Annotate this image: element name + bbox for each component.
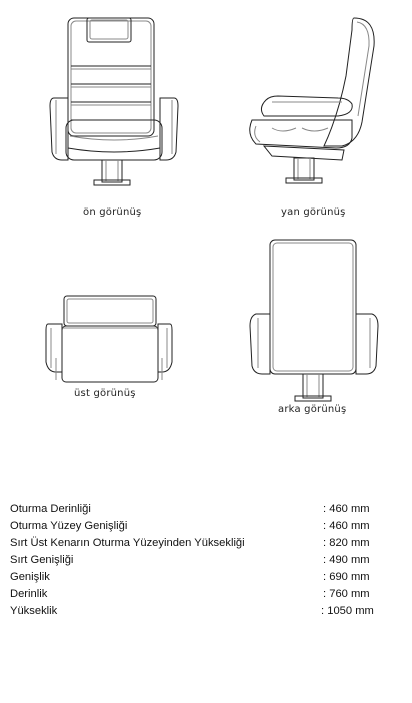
- spec-value: : 760 mm: [323, 588, 370, 600]
- top-view-drawing: [44, 292, 174, 392]
- spec-value: : 1050 mm: [321, 605, 374, 617]
- spec-value: : 820 mm: [323, 537, 370, 549]
- side-view-caption: yan görünüş: [281, 207, 346, 218]
- spec-value: : 460 mm: [323, 520, 370, 532]
- spec-label: Oturma Yüzey Genişliği: [10, 520, 128, 532]
- spec-value: : 490 mm: [323, 554, 370, 566]
- spec-label: Sırt Üst Kenarın Oturma Yüzeyinden Yüksekliği: [10, 537, 245, 549]
- spec-row-seat-width: [10, 518, 405, 535]
- spec-row-back-width: [10, 552, 405, 569]
- back-view-caption: arka görünüş: [278, 404, 347, 415]
- spec-label: Derinlik: [10, 588, 48, 600]
- spec-row-seat-depth: [10, 501, 405, 518]
- spec-row-back-height: [10, 535, 405, 552]
- spec-label: Yükseklik: [10, 605, 58, 617]
- top-view-caption: üst görünüş: [74, 388, 136, 399]
- front-view-caption: ön görünüş: [83, 207, 142, 218]
- spec-value: : 690 mm: [323, 571, 370, 583]
- specifications-table: [10, 501, 405, 620]
- spec-label: Oturma Derinliği: [10, 503, 91, 515]
- back-view-drawing: [248, 236, 383, 408]
- spec-row-height: [10, 603, 405, 620]
- front-view-drawing: [48, 14, 183, 189]
- side-view-drawing: [242, 16, 382, 188]
- spec-label: Sırt Genişliği: [10, 554, 74, 566]
- spec-value: : 460 mm: [323, 503, 370, 515]
- spec-row-width: [10, 569, 405, 586]
- spec-row-depth: [10, 586, 405, 603]
- spec-label: Genişlik: [10, 571, 50, 583]
